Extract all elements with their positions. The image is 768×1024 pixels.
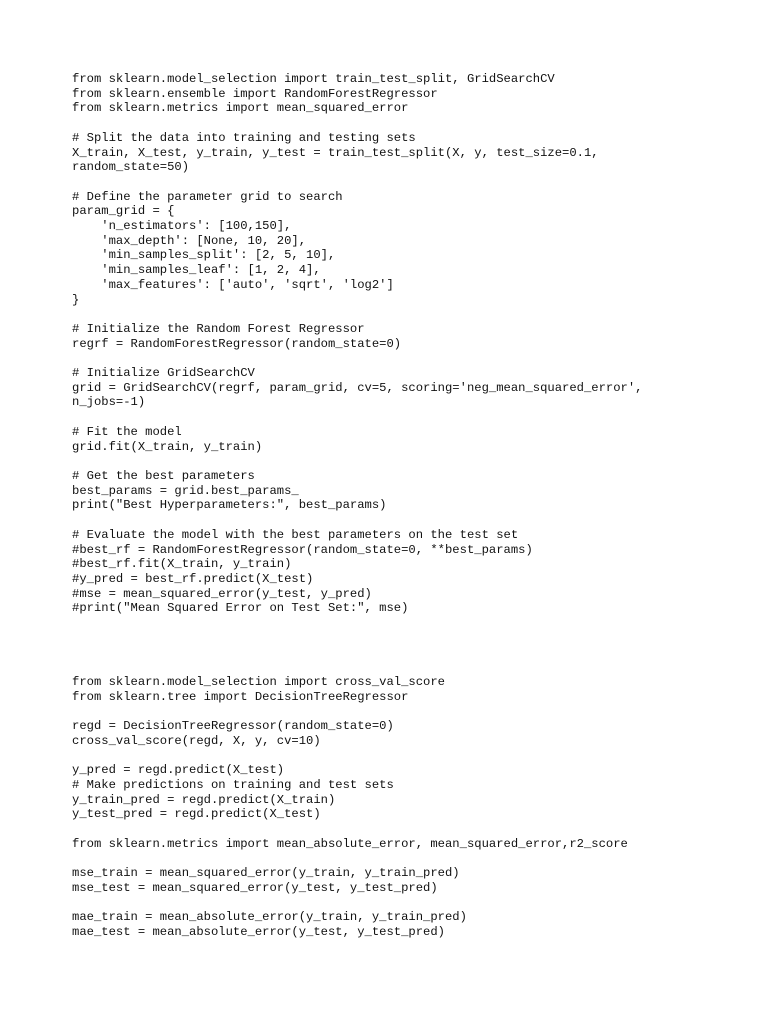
code-block-random-forest-grid-search: from sklearn.model_selection import train_test_split, GridSearchCV from sklearn.ensemble import RandomForestRegressor from sklearn.metrics import mean_squared_error # Split the data into training and testing sets X_train, X_test, y_train, y_test = train_test_split(X, y, test_size=0.1, random_state=50) # Define the parameter grid to search param_grid = { 'n_estimators': [100,150], 'max_depth': [None, 10, 20], 'min_samples_split': [2, 5, 10], 'min_samples_leaf': [1, 2, 4], 'max_features': ['auto', 'sqrt', 'log2'] } # Initialize the Random Forest Regressor regrf = RandomForestRegressor(random_state=0) # Initialize GridSearchCV grid = GridSearchCV(regrf, param_grid, cv=5, scoring='neg_mean_squared_error', n_jobs=-1) # Fit the model grid.fit(X_train, y_train) # Get the best parameters best_params = grid.best_params_ print("Best Hyperparameters:", best_params) # Evaluate the model with the best parameters on the test set #best_rf = RandomForestRegressor(random_state=0, **best_params) #best_rf.fit(X_train, y_train) #y_pred = best_rf.predict(X_test) #mse = mean_squared_error(y_test, y_pred) #print("Mean Squared Error on Test Set:", mse) [72, 72, 643, 616]
code-block-decision-tree-evaluation: from sklearn.model_selection import cross_val_score from sklearn.tree import DecisionTreeRegressor regd = DecisionTreeRegressor(random_state=0) cross_val_score(regd, X, y, cv=10) y_pred = regd.predict(X_test) # Make predictions on training and test sets y_train_pred = regd.predict(X_train) y_test_pred = regd.predict(X_test) from sklearn.metrics import mean_absolute_error, mean_squared_error,r2_score mse_train = mean_squared_error(y_train, y_train_pred) mse_test = mean_squared_error(y_test, y_test_pred) mae_train = mean_absolute_error(y_train, y_train_pred) mae_test = mean_absolute_error(y_test, y_test_pred) [72, 675, 628, 939]
